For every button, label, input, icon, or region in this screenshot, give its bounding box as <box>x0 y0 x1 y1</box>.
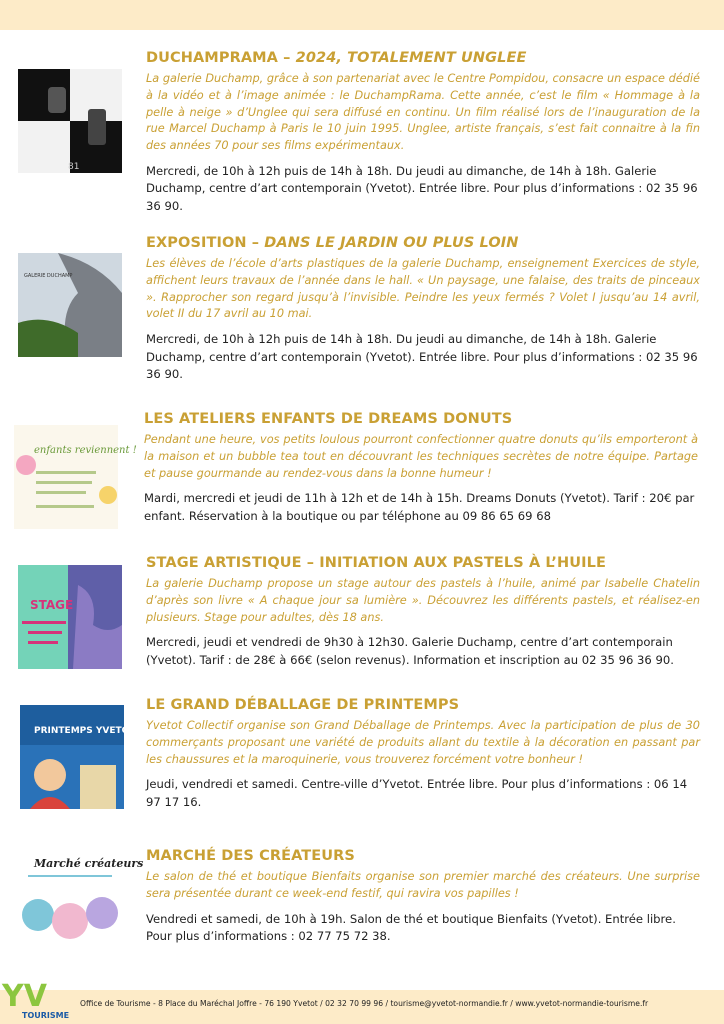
event-title: DUCHAMPRAMA – 2024, TOTALEMENT UNGLEE <box>146 50 527 66</box>
svg-text:81: 81 <box>68 162 80 172</box>
svg-text:Marché créateurs: Marché créateurs <box>34 857 144 870</box>
svg-text:GALERIE DUCHAMP: GALERIE DUCHAMP <box>24 273 73 279</box>
svg-text:TOURISME: TOURISME <box>22 1011 70 1020</box>
event-description: Pendant une heure, vos petits loulous pourront confectionner quatre donuts qu’ils emporteront à la maison et un bubble tea tout en découvrant les techniques secrètes de notre équipe. Partage et pause gourmande au rendez-vous dans la bonne humeur ! <box>144 433 698 480</box>
event-title: EXPOSITION – DANS LE JARDIN OU PLUS LOIN <box>146 235 519 251</box>
event-title: LE GRAND DÉBALLAGE DE PRINTEMPS <box>146 697 460 713</box>
event-info: Mercredi, jeudi et vendredi de 9h30 à 12h30. Galerie Duchamp, centre d’art contemporain (Yvetot). Tarif : de 28€ à 66€ (selon revenus). Information et inscription au 02 35 96 36 90. <box>146 635 674 667</box>
event-info: Mardi, mercredi et jeudi de 11h à 12h et de 14h à 15h. Dreams Donuts (Yvetot). Tarif : 20€ par enfant. Réservation à la boutique ou par téléphone au 09 86 65 69 68 <box>144 491 695 523</box>
event-description: La galerie Duchamp propose un stage autour des pastels à l’huile, animé par Isabelle Chatelin d’après son livre « A chaque jour sa lumière ». Découvrez les différents pastels, et réalisez-en plusieurs. Stage pour adultes, dès 18 ans. <box>146 577 700 624</box>
event-title: LES ATELIERS ENFANTS DE DREAMS DONUTS <box>144 411 513 427</box>
event-image-exposition <box>18 253 122 357</box>
event-description: Les élèves de l’école d’arts plastiques de la galerie Duchamp, enseignement Exercices de style, affichent leurs travaux de l’année dans le hall. « Un paysage, une falaise, des traits de pinceaux ». Rapprocher son regard jusqu’à l’invisible. Peindre les yeux fermés ? Volet I jusqu’au 14 avril, volet II du 17 avril au 10 mai. <box>146 257 700 321</box>
event-info: Jeudi, vendredi et samedi. Centre-ville d’Yvetot. Entrée libre. Pour plus d’informations : 06 14 97 17 16. <box>146 777 688 809</box>
event-image-stage <box>18 565 122 669</box>
event-info: Mercredi, de 10h à 12h puis de 14h à 18h. Du jeudi au dimanche, de 14h à 18h. Galerie Duchamp, centre d’art contemporain (Yvetot). Entrée libre. Pour plus d’informations : 02 35 96 36 90. <box>146 163 698 213</box>
footer-contact: Office de Tourisme - 8 Place du Maréchal Joffre - 76 190 Yvetot / 02 32 70 99 96 / tourisme@yvetot-normandie.fr / www.yvetot-normandie-tourisme.fr <box>80 999 649 1008</box>
event-description: La galerie Duchamp, grâce à son partenariat avec le Centre Pompidou, consacre un espace dédié à la vidéo et à l’image animée : le DuchampRama. Cette année, c’est le film « Hommage à la pelle à neige » d’Unglee qui sera diffusé en continu. Un film réalisé lors de l’inauguration de la rue Marcel Duchamp à Paris le 10 juin 1995. Unglee, artiste français, s’est fait connaitre à la fin des années 70 pour ses films expérimentaux. <box>146 72 700 153</box>
svg-text:STAGE: STAGE <box>30 598 74 612</box>
event-image-marche <box>18 845 144 949</box>
event-description: Yvetot Collectif organise son Grand Déballage de Printemps. Avec la participation de plus de 30 commerçants proposant une variété de produits allant du textile à la décoration en passant par les chaussures et la maroquinerie, vous trouverez forcément votre bonheur ! <box>146 719 700 766</box>
event-info: Vendredi et samedi, de 10h à 19h. Salon de thé et boutique Bienfaits (Yvetot). Entrée libre. Pour plus d’informations : 02 77 75 72 38. <box>146 911 676 944</box>
svg-text:PRINTEMPS YVETOT: PRINTEMPS YVETOT <box>34 726 136 736</box>
event-description: Le salon de thé et boutique Bienfaits organise son premier marché des créateurs. Une surprise sera présentée durant ce week-end festif, qui ravira vos papilles ! <box>146 870 700 900</box>
event-image-duchamprama <box>18 69 122 173</box>
top-band <box>0 0 724 30</box>
svg-text:enfants reviennent !: enfants reviennent ! <box>34 445 137 456</box>
event-title: STAGE ARTISTIQUE – INITIATION AUX PASTELS À L’HUILE <box>146 555 606 571</box>
event-image-deballage <box>20 705 136 809</box>
event-image-donuts <box>14 425 137 529</box>
event-info: Mercredi, de 10h à 12h puis de 14h à 18h. Du jeudi au dimanche, de 14h à 18h. Galerie Duchamp, centre d’art contemporain (Yvetot). Entrée libre. Pour plus d’informations : 02 35 96 36 90. <box>146 332 698 382</box>
svg-text:YV: YV <box>2 979 47 1014</box>
event-title: MARCHÉ DES CRÉATEURS <box>146 848 355 864</box>
tourism-logo <box>0 978 72 1020</box>
